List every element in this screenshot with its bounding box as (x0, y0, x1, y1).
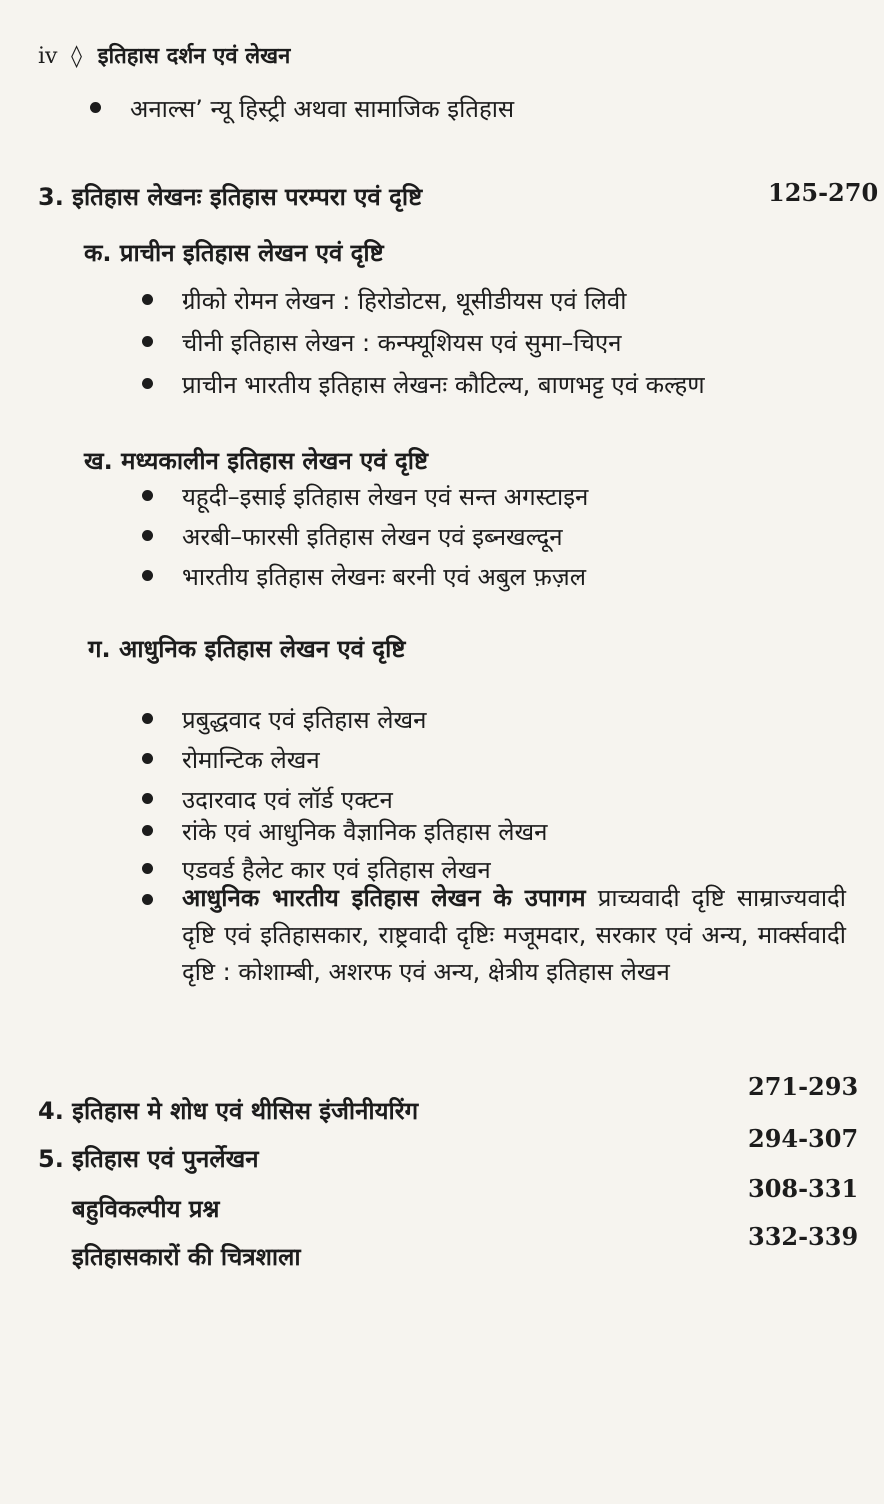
diamond-icon: ◊ (71, 44, 83, 69)
chapter-3-title: 3. इतिहास लेखनः इतिहास परम्परा एवं दृष्टि (38, 183, 423, 211)
chapter-5-pages: 294-307 (748, 1124, 859, 1153)
list-item: अरबी–फारसी इतिहास लेखन एवं इब्नखल्दून (182, 520, 563, 553)
section-ga-title: ग. आधुनिक इतिहास लेखन एवं दृष्टि (88, 635, 406, 663)
gallery-pages: 332-339 (748, 1222, 859, 1251)
bold-lead: आधुनिक भारतीय इतिहास लेखन के उपागम (182, 884, 586, 912)
mcq-pages: 308-331 (748, 1174, 859, 1203)
list-item: चीनी इतिहास लेखन : कन्फ्यूशियस एवं सुमा–चिएन (182, 326, 621, 359)
list-item: प्राचीन भारतीय इतिहास लेखनः कौटिल्य, बाणभट्ट एवं कल्हण (182, 368, 705, 401)
list-item: अनाल्स’ न्यू हिस्ट्री अथवा सामाजिक इतिहास (130, 92, 514, 125)
list-item: प्रबुद्धवाद एवं इतिहास लेखन (182, 703, 426, 736)
list-item: एडवर्ड हैलेट कार एवं इतिहास लेखन (182, 853, 491, 886)
paragraph-text: प्राच्यवादी दृष्टि साम्राज्यवादी दृष्टि एवं इतिहासकार, राष्ट्रवादी दृष्टिः मजूमदार, सरकार एवं अन्य, मार्क्सवादी दृष्टि : कोशाम्बी, अशरफ एवं अन्य, क्षेत्रीय इतिहास लेखन (182, 884, 846, 986)
bullet-icon (142, 570, 153, 581)
bullet-icon (142, 753, 153, 764)
list-item: रांके एवं आधुनिक वैज्ञानिक इतिहास लेखन (182, 815, 547, 848)
page-folio: iv (38, 44, 58, 69)
gallery-title: इतिहासकारों की चित्रशाला (72, 1243, 301, 1271)
chapter-5-title: 5. इतिहास एवं पुनर्लेखन (38, 1145, 259, 1173)
chapter-3-pages: 125-270 (768, 178, 879, 207)
bullet-icon (142, 294, 153, 305)
bullet-icon (142, 530, 153, 541)
bullet-icon (142, 713, 153, 724)
bullet-icon (142, 894, 153, 905)
chapter-4-pages: 271-293 (748, 1072, 859, 1101)
list-item: ग्रीको रोमन लेखन : हिरोडोटस, थूसीडीयस एवं लिवी (182, 284, 626, 317)
bullet-icon (142, 490, 153, 501)
list-item: यहूदी–इसाई इतिहास लेखन एवं सन्त अगस्टाइन (182, 480, 588, 513)
list-item-paragraph (182, 880, 846, 991)
list-item: भारतीय इतिहास लेखनः बरनी एवं अबुल फ़ज़ल (182, 560, 586, 593)
bullet-icon (142, 378, 153, 389)
list-item: रोमान्टिक लेखन (182, 743, 320, 776)
bullet-icon (90, 102, 101, 113)
bullet-icon (142, 336, 153, 347)
bullet-icon (142, 825, 153, 836)
mcq-title: बहुविकल्पीय प्रश्न (72, 1195, 220, 1223)
bullet-icon (142, 863, 153, 874)
book-title: इतिहास दर्शन एवं लेखन (97, 44, 291, 69)
running-header (38, 40, 290, 70)
section-kha-title: ख. मध्यकालीन इतिहास लेखन एवं दृष्टि (84, 447, 428, 475)
list-item: उदारवाद एवं लॉर्ड एक्टन (182, 783, 393, 816)
section-ka-title: क. प्राचीन इतिहास लेखन एवं दृष्टि (84, 239, 384, 267)
chapter-4-title: 4. इतिहास मे शोध एवं थीसिस इंजीनीयरिंग (38, 1097, 419, 1125)
bullet-icon (142, 793, 153, 804)
